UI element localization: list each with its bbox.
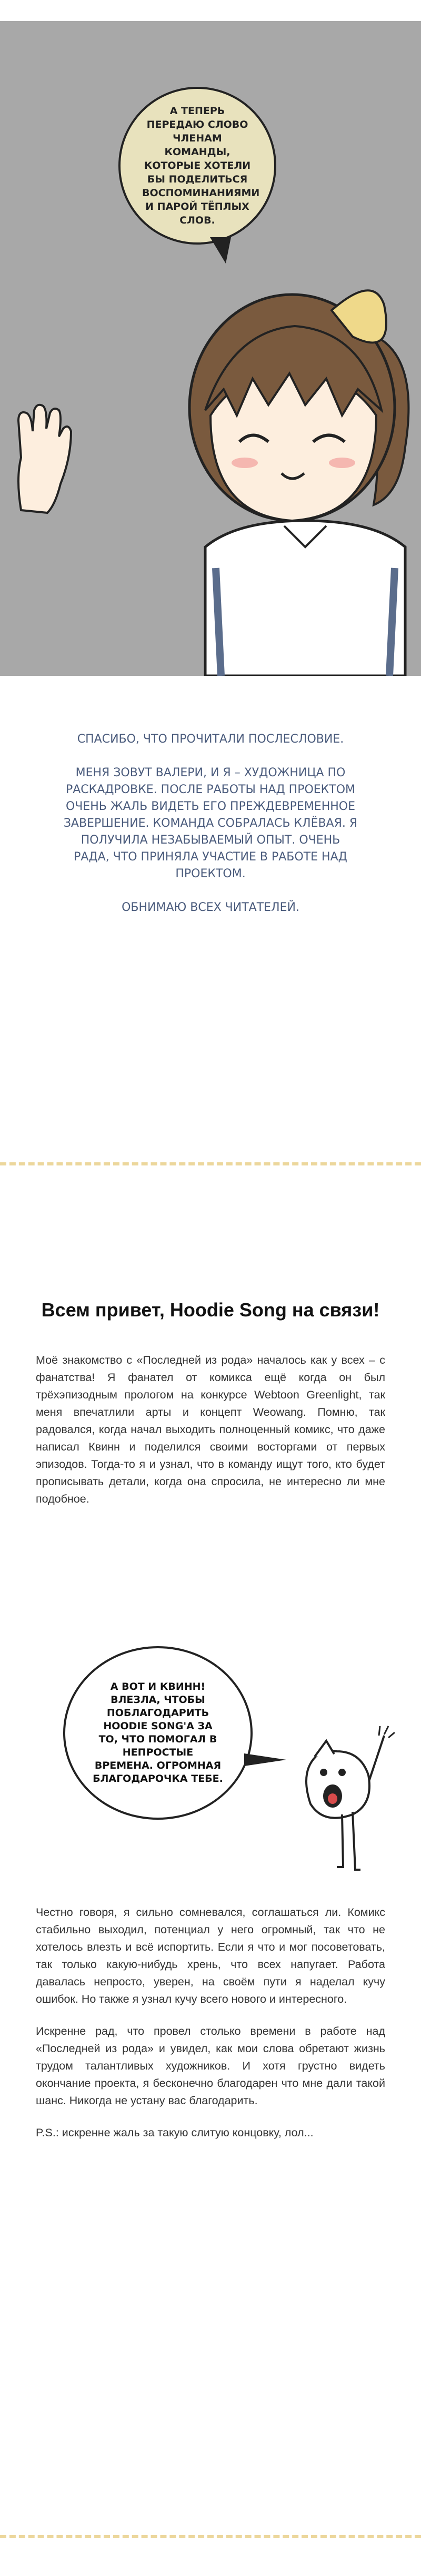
speech-bubble-narrator [118, 87, 276, 245]
afterword-hugs: ОБНИМАЮ ВСЕХ ЧИТАТЕЛЕЙ. [122, 901, 299, 914]
afterword-text [0, 731, 421, 933]
section-divider [0, 2535, 421, 2538]
girl-character-illustration [174, 273, 421, 676]
paragraph: Искренне рад, что провел столько времени в работе над «Последней из рода» и увидел, как мои слова обретают жизнь трудом талантливых художников. И хотя грустно видеть окончание проекта, я бесконечно благодарен что мне дали такой шанс. Никогда не устану вас благодарить. [36, 2025, 385, 2107]
waving-hand-icon [11, 400, 74, 515]
speech-bubble-quinn [63, 1646, 253, 1820]
speech-bubble-tail [244, 1753, 286, 1766]
comic-panel-top [0, 0, 421, 715]
paragraph-ps: P.S.: искренне жаль за такую слитую концовку, лол... [36, 2126, 314, 2139]
speech-bubble-text: А ТЕПЕРЬ ПЕРЕДАЮ СЛОВО ЧЛЕНАМ КОМАНДЫ, КОТОРЫЕ ХОТЕЛИ БЫ ПОДЕЛИТЬСЯ ВОСПОМИНАНИЯМИ И ПАРОЙ ТЁПЛЫХ СЛОВ. [142, 105, 260, 226]
hoodie-paragraphs [36, 1904, 385, 2156]
speech-bubble-tail [210, 237, 231, 263]
speech-bubble-text: А ВОТ И КВИНН! ВЛЕЗЛА, ЧТОБЫ ПОБЛАГОДАРИТЬ HOODIE SONG'А ЗА ТО, ЧТО ПОМОГАЛ В НЕПРОСТЫЕ ВРЕМЕНА. ОГРОМНАЯ БЛАГОДАРОЧКА ТЕБЕ. [93, 1681, 223, 1784]
hoodie-paragraph-1 [36, 1352, 385, 1523]
paragraph: Моё знакомство с «Последней из рода» началось как у всех – с фанатства! Я фанател от комикса ещё когда он был трёхэпизодным прологом на конкурсе Webtoon Greenlight, так меня впечатлили арты и концепт Weowang. Помню, так радовался, когда начал выходить полноценный комикс, что даже написал Квинн и поделился своими восторгами от первых эпизодов. Тогда-то я и узнал, что в команду ищут того, кто будет прописывать детали, когда она спросила, не интересно ли мне подобное. [36, 1354, 385, 1505]
quinn-critter-illustration [295, 1725, 395, 1899]
afterword-valerie: МЕНЯ ЗОВУТ ВАЛЕРИ, И Я – ХУДОЖНИЦА ПО РАСКАДРОВКЕ. ПОСЛЕ РАБОТЫ НАД ПРОЕКТОМ ОЧЕНЬ ЖАЛЬ ВИДЕТЬ ЕГО ПРЕЖДЕВРЕМЕННОЕ ЗАВЕРШЕНИЕ. КОМАНДА СОБРАЛАСЬ КЛЁВАЯ. Я ПОЛУЧИЛА НЕЗАБЫВАЕМЫЙ ОПЫТ. ОЧЕНЬ РАДА, ЧТО ПРИНЯЛА УЧАСТИЕ В РАБОТЕ НАД ПРОЕКТОМ. [63, 766, 358, 880]
paragraph: Честно говоря, я сильно сомневался, соглашаться ли. Комикс стабильно выходил, потенциал у него огромный, так что не хотелось влезть и всё испортить. Если я что и мог посоветовать, так только какую-нибудь хрень, что всех напугает. Работа давалась непросто, уверен, на своём пути я наделал кучу ошибок. Но также я узнал кучу всего нового и интересного. [36, 1906, 385, 2005]
section-divider [0, 1162, 421, 1165]
afterword-thanks: СПАСИБО, ЧТО ПРОЧИТАЛИ ПОСЛЕСЛОВИЕ. [77, 733, 344, 746]
section-title: Всем привет, Hoodie Song на связи! [41, 1299, 380, 1321]
